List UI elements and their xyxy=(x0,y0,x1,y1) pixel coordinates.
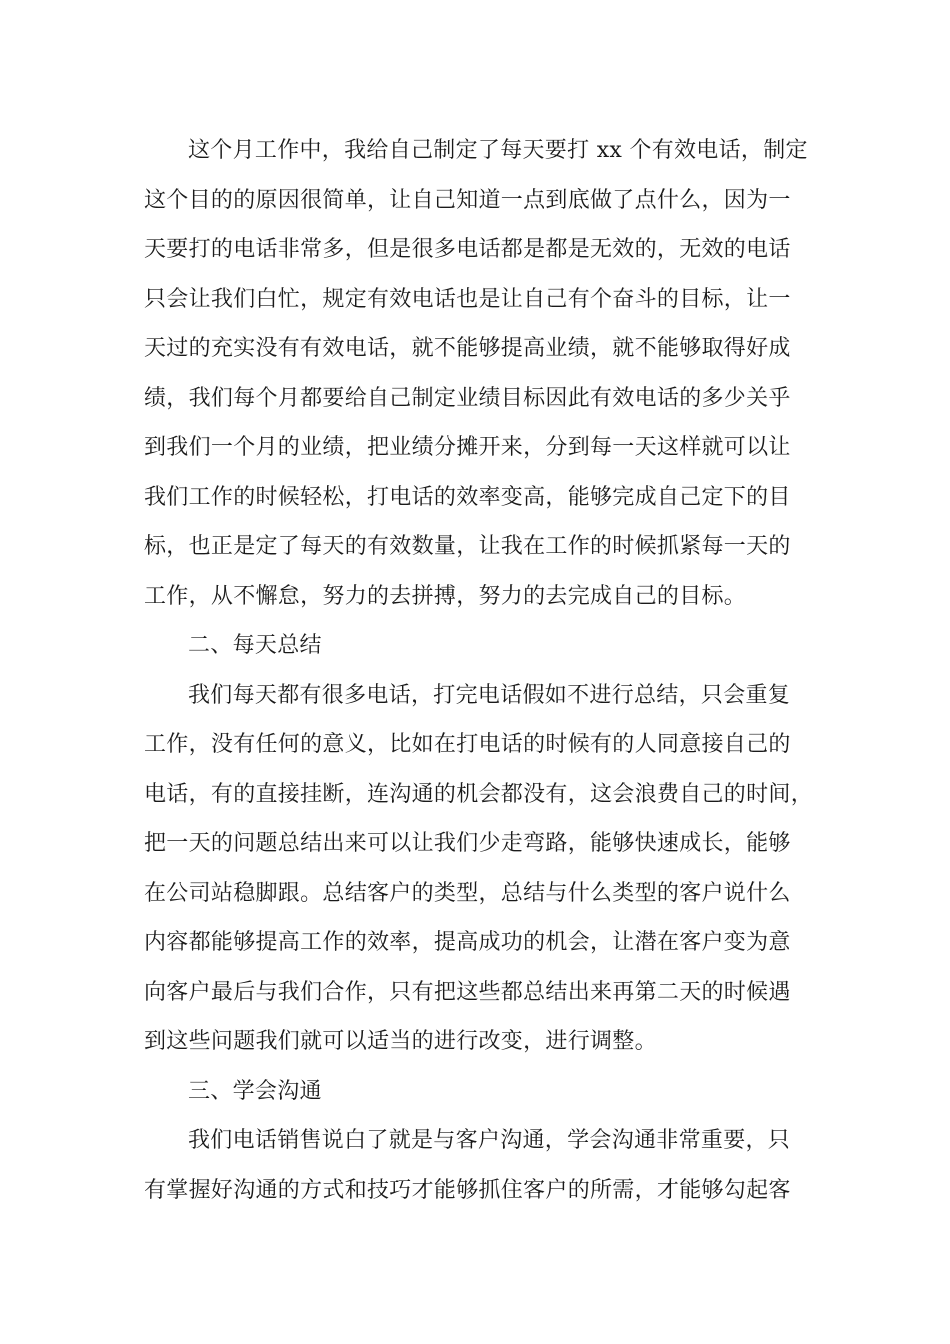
document-body xyxy=(144,126,816,1215)
paragraph-2-line: 把一天的问题总结出来可以让我们少走弯路，能够快速成长，能够 xyxy=(144,831,791,856)
paragraph-2-line: 我们每天都有很多电话，打完电话假如不进行总结，只会重复 xyxy=(188,682,791,708)
paragraph-1-line: 工作，从不懈怠，努力的去拼搏，努力的去完成自己的目标。 xyxy=(144,583,747,609)
section-heading-3: 三、学会沟通 xyxy=(188,1078,322,1104)
paragraph-1-line: 标，也正是定了每天的有效数量，让我在工作的时候抓紧每一天的 xyxy=(144,534,791,559)
paragraph-1-line: 我们工作的时候轻松，打电话的效率变高，能够完成自己定下的目 xyxy=(144,484,791,510)
paragraph-2-line: 内容都能够提高工作的效率，提高成功的机会，让潜在客户变为意 xyxy=(144,930,791,955)
paragraph-2-line: 向客户最后与我们合作，只有把这些都总结出来再第二天的时候遇 xyxy=(144,979,791,1005)
paragraph-1-line: 天过的充实没有有效电话，就不能够提高业绩，就不能够取得好成 xyxy=(144,336,791,361)
paragraph-2-line: 电话，有的直接挂断，连沟通的机会都没有，这会浪费自己的时间， xyxy=(144,781,814,807)
paragraph-1-line: 这个目的的原因很简单，让自己知道一点到底做了点什么，因为一 xyxy=(144,187,791,213)
paragraph-2-line: 在公司站稳脚跟。总结客户的类型，总结与什么类型的客户说什么 xyxy=(144,880,791,906)
paragraph-1-line: 到我们一个月的业绩，把业绩分摊开来，分到每一天这样就可以让 xyxy=(144,435,791,460)
paragraph-3-line: 我们电话销售说白了就是与客户沟通，学会沟通非常重要，只 xyxy=(188,1128,791,1153)
paragraph-1-line: 天要打的电话非常多，但是很多电话都是都是无效的，无效的电话 xyxy=(144,237,791,262)
paragraph-3 xyxy=(144,1116,816,1215)
paragraph-1-line: 这个月工作中，我给自己制定了每天要打 xx 个有效电话，制定 xyxy=(188,138,808,163)
paragraph-2-line: 工作，没有任何的意义，比如在打电话的时候有的人同意接自己的 xyxy=(144,732,791,757)
paragraph-1-line: 只会让我们白忙，规定有效电话也是让自己有个奋斗的目标，让一 xyxy=(144,286,791,312)
section-heading-2: 二、每天总结 xyxy=(188,633,322,658)
paragraph-3-line: 有掌握好沟通的方式和技巧才能够抓住客户的所需，才能够勾起客 xyxy=(144,1177,791,1203)
paragraph-1-line: 绩，我们每个月都要给自己制定业绩目标因此有效电话的多少关乎 xyxy=(144,385,791,411)
paragraph-1 xyxy=(144,126,816,621)
paragraph-2 xyxy=(144,671,816,1067)
paragraph-2-line: 到这些问题我们就可以适当的进行改变，进行调整。 xyxy=(144,1029,657,1054)
